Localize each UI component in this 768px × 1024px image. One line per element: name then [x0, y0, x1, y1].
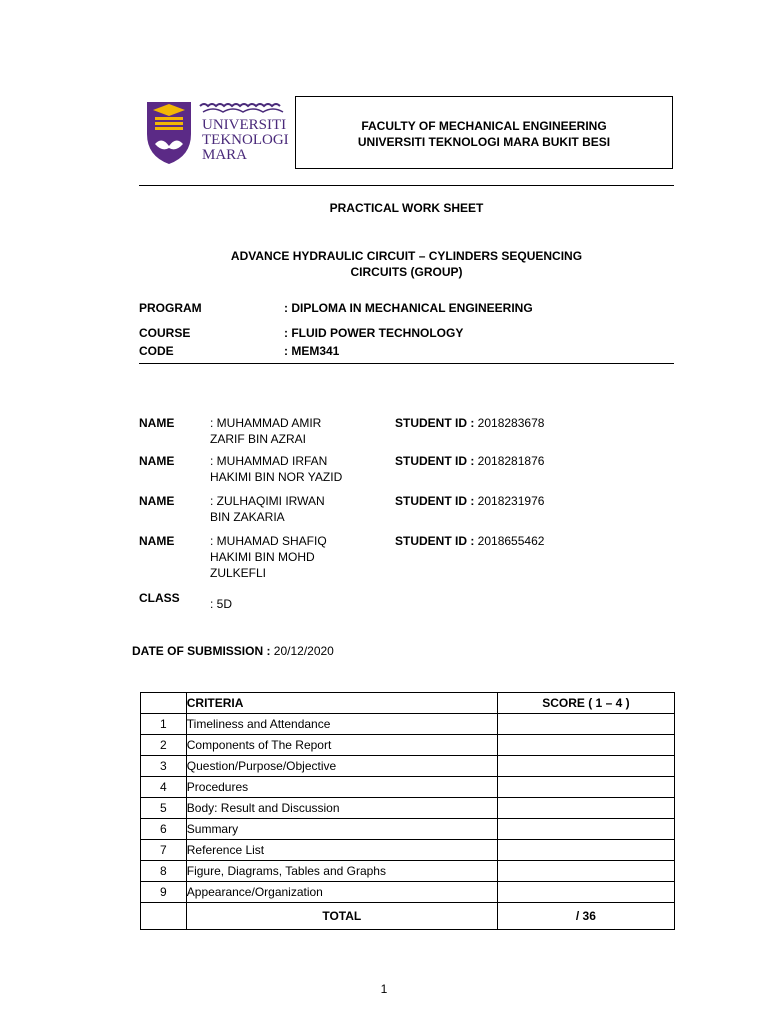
student-name-line-1: : MUHAMAD SHAFIQ — [210, 534, 327, 548]
code-label: CODE — [139, 344, 174, 358]
code-value: : MEM341 — [284, 344, 340, 358]
student-id-label: STUDENT ID : — [395, 494, 475, 508]
program-value: : DIPLOMA IN MECHANICAL ENGINEERING — [284, 301, 533, 315]
table-total-row — [141, 903, 675, 930]
top-divider — [139, 185, 674, 186]
row-score[interactable] — [497, 798, 674, 819]
row-number: 3 — [141, 756, 187, 777]
row-number: 7 — [141, 840, 187, 861]
row-criteria: Timeliness and Attendance — [186, 714, 497, 735]
table-row — [141, 861, 675, 882]
submission-label: DATE OF SUBMISSION : — [132, 644, 271, 658]
student-name — [210, 453, 360, 485]
table-row — [141, 777, 675, 798]
student-name-line-2: HAKIMI BIN MOHD — [210, 550, 315, 564]
table-header-number — [141, 693, 187, 714]
student-name-line-2: ZARIF BIN AZRAI — [210, 432, 307, 446]
total-value: / 36 — [497, 903, 674, 930]
class-value: : 5D — [210, 597, 233, 611]
student-name-line-1: : ZULHAQIMI IRWAN — [210, 494, 325, 508]
student-name — [210, 415, 360, 447]
logo-line-1: UNIVERSITI — [202, 117, 287, 133]
table-row — [141, 714, 675, 735]
table-header-score: SCORE ( 1 – 4 ) — [497, 693, 674, 714]
student-id — [395, 415, 544, 431]
student-name — [210, 533, 360, 581]
row-number: 2 — [141, 735, 187, 756]
row-criteria: Procedures — [186, 777, 497, 798]
name-label: NAME — [139, 416, 175, 430]
page-number: 1 — [380, 982, 388, 996]
table-row — [141, 840, 675, 861]
row-score[interactable] — [497, 861, 674, 882]
row-score[interactable] — [497, 735, 674, 756]
student-name-line-2: BIN ZAKARIA — [210, 510, 285, 524]
sheet-title: PRACTICAL WORK SHEET — [329, 201, 484, 215]
name-label: NAME — [139, 534, 175, 548]
row-criteria: Components of The Report — [186, 735, 497, 756]
table-row — [141, 882, 675, 903]
table-header-criteria: CRITERIA — [186, 693, 497, 714]
student-name-line-2: HAKIMI BIN NOR YAZID — [210, 470, 343, 484]
faculty-header-box — [295, 96, 673, 169]
row-score[interactable] — [497, 777, 674, 798]
table-header-row — [141, 693, 675, 714]
criteria-score-table — [140, 692, 675, 930]
student-id-label: STUDENT ID : — [395, 416, 475, 430]
experiment-title-line-2: CIRCUITS (GROUP) — [350, 265, 463, 279]
student-id-label: STUDENT ID : — [395, 534, 475, 548]
student-id-label: STUDENT ID : — [395, 454, 475, 468]
student-id — [395, 493, 544, 509]
student-name-line-1: : MUHAMMAD IRFAN — [210, 454, 328, 468]
class-label: CLASS — [139, 591, 180, 605]
student-id-value: 2018281876 — [474, 454, 545, 468]
row-number: 8 — [141, 861, 187, 882]
student-id — [395, 453, 544, 469]
row-number: 4 — [141, 777, 187, 798]
experiment-title-line-1: ADVANCE HYDRAULIC CIRCUIT – CYLINDERS SEQUENCING — [230, 249, 583, 263]
row-number: 1 — [141, 714, 187, 735]
program-label: PROGRAM — [139, 301, 202, 315]
course-label: COURSE — [139, 326, 191, 340]
total-number-cell — [141, 903, 187, 930]
row-score[interactable] — [497, 819, 674, 840]
total-label: TOTAL — [186, 903, 497, 930]
table-row — [141, 756, 675, 777]
submission-value: 20/12/2020 — [270, 644, 334, 658]
row-score[interactable] — [497, 840, 674, 861]
student-id-value: 2018655462 — [474, 534, 545, 548]
info-divider — [139, 363, 674, 364]
student-name-line-1: : MUHAMMAD AMIR — [210, 416, 322, 430]
row-number: 9 — [141, 882, 187, 903]
name-label: NAME — [139, 454, 175, 468]
student-id-value: 2018231976 — [474, 494, 545, 508]
student-id-value: 2018283678 — [474, 416, 545, 430]
logo-line-3: MARA — [202, 147, 248, 163]
row-criteria: Question/Purpose/Objective — [186, 756, 497, 777]
row-number: 5 — [141, 798, 187, 819]
table-row — [141, 819, 675, 840]
row-score[interactable] — [497, 714, 674, 735]
course-value: : FLUID POWER TECHNOLOGY — [284, 326, 464, 340]
row-criteria: Body: Result and Discussion — [186, 798, 497, 819]
row-score[interactable] — [497, 756, 674, 777]
student-name-line-3: ZULKEFLI — [210, 566, 267, 580]
student-name — [210, 493, 360, 525]
row-criteria: Appearance/Organization — [186, 882, 497, 903]
row-criteria: Summary — [186, 819, 497, 840]
name-label: NAME — [139, 494, 175, 508]
logo-line-2: TEKNOLOGI — [202, 132, 289, 148]
row-score[interactable] — [497, 882, 674, 903]
row-number: 6 — [141, 819, 187, 840]
university-name: UNIVERSITI TEKNOLOGI MARA BUKIT BESI — [357, 134, 611, 149]
table-row — [141, 798, 675, 819]
row-criteria: Figure, Diagrams, Tables and Graphs — [186, 861, 497, 882]
faculty-name: FACULTY OF MECHANICAL ENGINEERING — [361, 118, 607, 133]
logo-wordmark — [202, 118, 289, 163]
student-id — [395, 533, 544, 549]
submission-date — [132, 643, 334, 659]
university-logo — [145, 100, 295, 168]
table-row — [141, 735, 675, 756]
row-criteria: Reference List — [186, 840, 497, 861]
